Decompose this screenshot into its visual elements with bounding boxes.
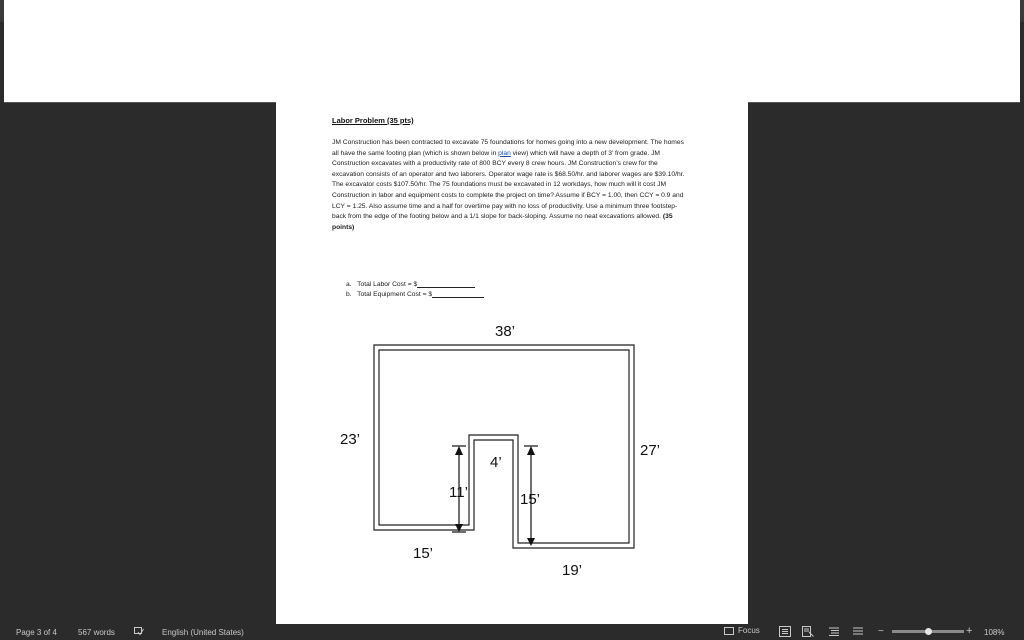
status-bar <box>0 624 1024 640</box>
dim-notch-left-depth: 11’ <box>449 484 468 501</box>
focus-button[interactable] <box>724 626 760 635</box>
dim-notch-width: 4’ <box>490 454 502 471</box>
footing-inner-outline <box>379 350 629 543</box>
language-indicator[interactable]: English (United States) <box>162 628 244 637</box>
word-count[interactable]: 567 words <box>78 628 115 637</box>
paragraph-points: (35 points) <box>332 213 673 231</box>
previous-page <box>4 0 1020 103</box>
footing-outer-outline <box>374 345 634 548</box>
read-mode-icon[interactable] <box>779 626 791 637</box>
zoom-in-button[interactable]: + <box>966 625 973 637</box>
outline-view-icon[interactable] <box>852 626 864 637</box>
web-layout-icon[interactable] <box>828 626 840 637</box>
footing-plan-diagram <box>276 100 748 624</box>
plan-link[interactable]: plan <box>498 149 511 157</box>
dim-left: 23’ <box>340 431 361 448</box>
print-layout-icon[interactable] <box>802 626 814 637</box>
dim-bottom-left: 15’ <box>413 545 434 562</box>
page-count[interactable]: Page 3 of 4 <box>16 628 57 637</box>
answer-label: Total Equipment Cost = $ <box>357 291 433 298</box>
answer-marker: a. <box>346 281 352 288</box>
proofing-icon[interactable] <box>134 627 144 636</box>
zoom-out-button[interactable]: − <box>878 626 884 637</box>
focus-icon <box>724 627 734 635</box>
focus-label: Focus <box>738 626 760 635</box>
dim-notch-right-depth: 15’ <box>520 491 541 508</box>
zoom-level[interactable]: 108% <box>984 628 1005 637</box>
dim-bottom-right: 19’ <box>562 562 583 579</box>
dim-top: 38’ <box>495 323 516 340</box>
answer-marker: b. <box>346 291 352 298</box>
zoom-slider[interactable] <box>892 630 964 633</box>
problem-heading: Labor Problem (35 pts) <box>332 116 414 125</box>
paragraph-text-start: JM Construction has been contracted to excavate 75 foundations for homes going into a new development. The homes all have the same footing plan (which is shown below in <box>332 139 684 157</box>
paragraph-text-end: view) which will have a depth of 3’ from grade. JM Construction excavates with a productivity rate of 800 BCY every 8 crew hours. JM Construction’s crew for the excavation consists of an operator and two laborers. Operator wage rate is $68.50/hr. and laborer wages are $39.10/hr. The excavator costs $107.50/hr. The 75 foundations must be excavated in 12 workdays, how much will it cost JM Construction in labor and equipment costs to complete the project on time? Assume if BCY = 1.00, then CCY = 0.9 and LCY = 1.25. Also assume time and a half for overtime pay with no loss of productivity. Use a minimum three footstep-back from the edge of the footing below and a 1/1 slope for back-sloping. Assume no neat excavations allowed. <box>332 149 685 221</box>
dim-right: 27’ <box>640 442 661 459</box>
answer-label: Total Labor Cost = $ <box>357 281 418 288</box>
document-page <box>276 100 748 624</box>
zoom-slider-thumb[interactable] <box>925 628 932 635</box>
